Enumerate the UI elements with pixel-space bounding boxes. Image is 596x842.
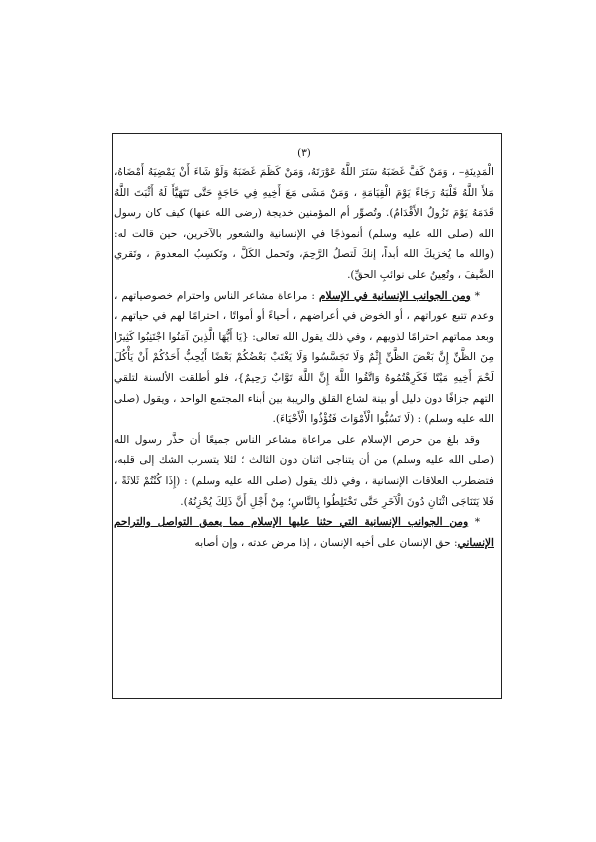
text-run: : حق الإنسان على أخيه الإنسان ، إذا مرض عدته ، وإن أصابه	[194, 536, 458, 549]
text-run: وقد بلغ من حرص الإسلام على مراعاة مشاعر الناس جميعًا أن حذَّر رسول الله (صلى الله عليه وسلم) من أن يتناجى اثنان دون الثالث ؛ لئلا يتسرب الشك إلى قلبه، فتضطرب العلاقات الإنسانية ، وفي ذلك يقول (صلى الله عليه وسلم) :	[114, 433, 494, 487]
text-block	[114, 146, 494, 553]
text-run: (إِذَا كُنْتُمْ ثَلاثَةً ، فَلا يَتَنَاجَى اثْنَانِ دُونَ الْآخَرِ حَتَّى تَخْتَلِطُوا بِالنَّاسِ؛ مِنْ أَجْلِ أَنَّ ذَلِكَ يُحْزِنُهُ).	[114, 474, 494, 508]
paragraph-hadith	[114, 162, 494, 286]
section-heading: ومن الجوانب الإنسانية في الإسلام	[318, 289, 471, 302]
text-run: *	[468, 516, 480, 529]
text-run: الْمَدِينَةِ– ، وَمَنْ كَفَّ غَضَبَهُ سَتَرَ اللَّهُ عَوْرَتَهُ، وَمَنْ كَظَمَ غَضَبَهُ وَلَوْ شَاءَ أَنْ يَمْضِيَهُ أَمْضَاهُ، مَلأَ اللَّهُ قَلْبَهُ رَجَاءً يَوْمَ الْقِيَامَةِ ، وَمَنْ مَشَى مَعَ أَخِيهِ فِي حَاجَةٍ حَتَّى تَتَهَيَّأَ لَهُ أَثْبَتَ اللَّهُ قَدَمَهُ يَوْمَ تَزُولُ الأَقْدَامُ).	[114, 166, 494, 220]
text-run: *	[470, 289, 480, 302]
text-run: : مراعاة مشاعر الناس واحترام خصوصياتهم ، وعدم تتبع عوراتهم ، أو الخوض في أعراضهم ، أحياءً أو أمواتًا ، احترامًا لهم في حياتهم ، وبعد مماتهم احترامًا لذويهم ، وفي ذلك يقول الله تعالى:	[114, 289, 494, 343]
paragraph-respect-privacy	[114, 286, 494, 430]
text-run: {يَا أَيُّهَا الَّذِينَ آمَنُوا اجْتَنِبُوا كَثِيرًا مِنَ الظَّنِّ إِنَّ بَعْضَ الظَّنِّ إِثْمٌ وَلَا تَجَسَّسُوا وَلَا يَغْتَبْ بَعْضُكُمْ بَعْضًا أَيُحِبُّ أَحَدُكُمْ أَنْ يَأْكُلَ لَحْمَ أَخِيهِ مَيْتًا فَكَرِهْتُمُوهُ وَاتَّقُوا اللَّهَ إِنَّ اللَّهَ تَوَّابٌ رَحِيمٌ}	[114, 330, 494, 384]
page-number: (٣)	[297, 147, 311, 159]
section-heading: ومن الجوانب الإنسانية التي حثنا عليها الإسلام مما يعمق التواصل والتراحم الإنساني	[114, 516, 494, 549]
paragraph-whispering	[114, 430, 494, 512]
text-run: ، فلو أطلقت الألسنة لتلقي التهم جزافًا دون دليل أو بينة لشاع القلق والريبة بين أبناء المجتمع الواحد ، ويقول (صلى الله عليه وسلم) :	[114, 371, 494, 426]
paragraph-human-connection	[114, 512, 494, 553]
text-run: (لَا تَسُبُّوا الْأَمْوَاتَ فَتُؤْذُوا الْأَحْيَاءَ).	[272, 413, 415, 426]
text-run: وتُصوِّر أم المؤمنين خديجة (رضى الله عنها) كيف كان رسول الله (صلى الله عليه وسلم) أنموذجًا في الإنسانية والشعور بالآخرين، حين قالت له: (والله ما يُخزيكَ الله أبداً، إنكَ لَتصلُ الرَّحِمَ، وتَحمل الكَلَّ ، وتَكسِبُ المعدومَ ، وتَقري الضَّيفَ ، وتُعِينُ على نوائبِ الحقِّ).	[114, 207, 494, 281]
